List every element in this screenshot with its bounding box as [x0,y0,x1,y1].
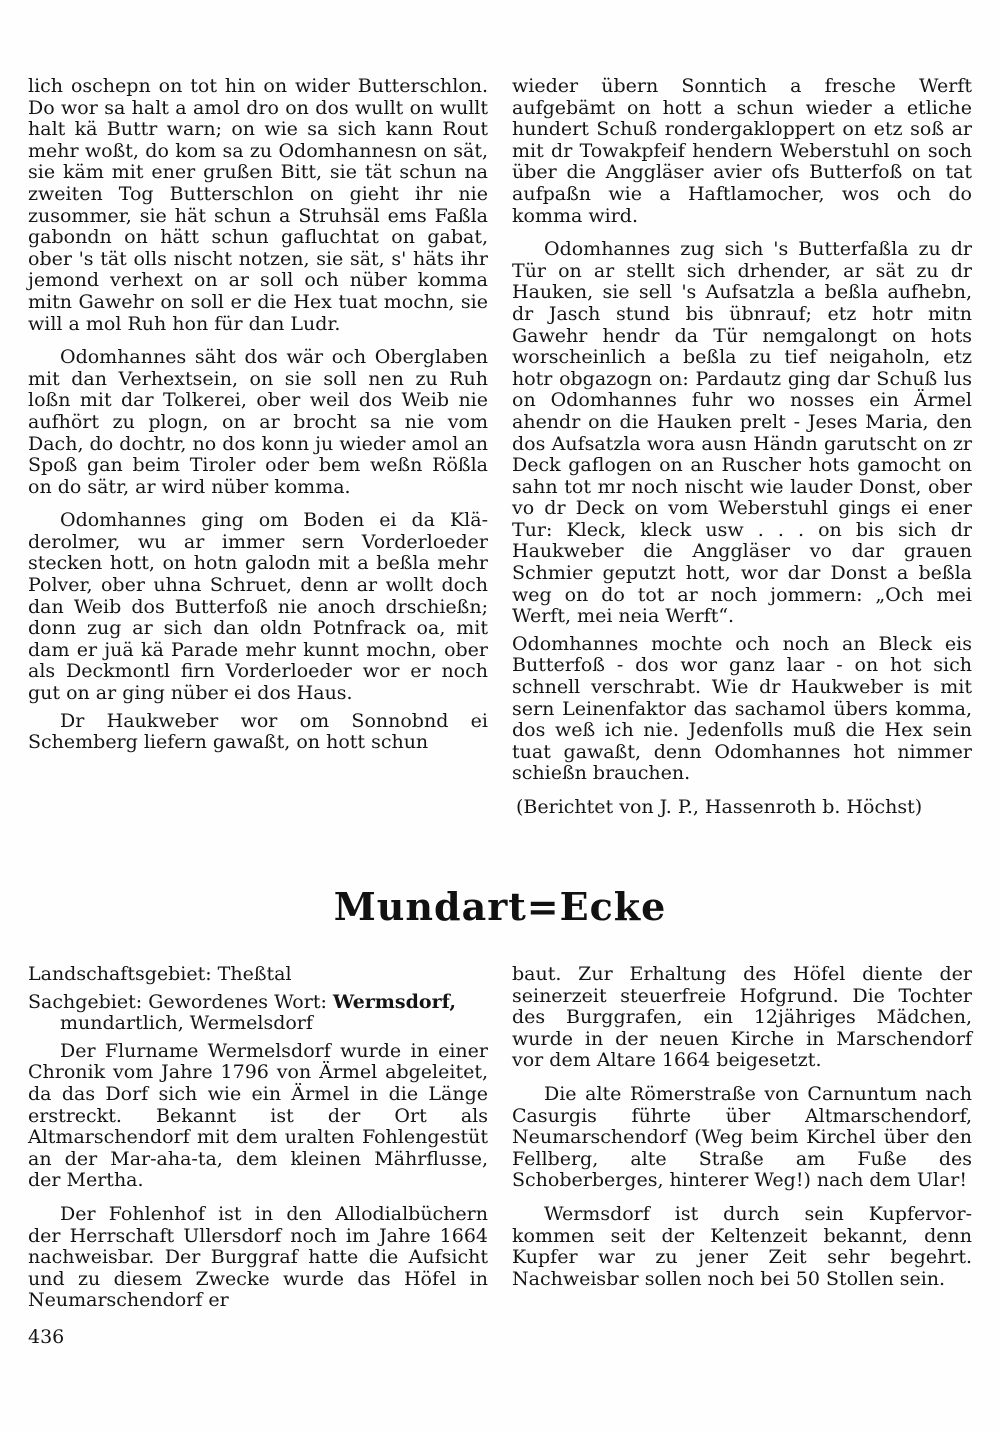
mundart-paragraph: Der Flurname Wermelsdorf wurde in einer Chronik vom Jahre 1796 von Ärmel abgeleitet, da das Dorf sich wie ein Ärmel in die Länge erstreckt. Bekannt ist der Ort als Altmarschendorf mit dem uralten Fohlengestüt an der Mar-aha-ta, dem kleinen Mährflusse, der Mertha. [28,1039,488,1192]
story-paragraph: Odomhannes ging om Boden ei da Kläderolmer, wu ar immer sern Vorderloeder stecken hott, on hotn galodn mit a beßla mehr Polver, ober uhna Schruet, denn ar wollt doch dan Weib dos Butterfoß nie anoch drschießn; donn zug ar sich dan oldn Potnfrack oa, mit dam er juä kä Parade mehr kunnt mochn, ober als Deckmontl firn Vorderloeder wor er noch gut on ar ging nüber ei dos Haus. [28,509,488,705]
mundart-paragraph: Der Fohlenhof ist in den Allodialbüchern der Herrschaft Ullersdorf noch im Jahre 1664 nachweisbar. Der Burggraf hatte die Aufsicht und zu diesem Zwecke wurde das Höfel in Neumarschendorf er [28,1202,488,1312]
landschaftsgebiet-line: Landschaftsgebiet: Theßtal [28,963,292,985]
sachgebiet-word: Wermsdorf, [332,990,456,1013]
mundart-paragraph: baut. Zur Erhaltung des Höfel diente der seinerzeit steuerfreie Hofgrund. Die Tochter des Burggrafen, ein 12jähriges Mädchen, wurde in der neuen Kirche in Marschendorf vor dem Altare 1664 beigesetzt. [512,963,972,1072]
story-paragraph: wieder übern Sonntich a fresche Werft aufgebämt on hott a schun wieder a etliche hundert Schuß rondergakloppert on etz soß ar mit dr Towakpfeif hendern Weberstuhl on soch über die Anggläser avier ofs Butterfoß on tat aufpaßn wie a Haftlamocher, wos och do komma wird. [512,75,972,227]
mundart-paragraph: Wermsdorf ist durch sein Kupfervorkommen seit der Keltenzeit bekannt, denn Kupfer war zu jener Zeit sehr begehrt. Nachweisbar sollen noch bei 50 Stollen sein. [512,1202,972,1290]
story-paragraph: Odomhannes zug sich 's Butterfaßla zu dr Tür on ar stellt sich drhender, ar sät zu dr Hauken, sie sell 's Aufsatzla a beßla aufhebn, dr Jasch stund bis übnrauf; etz hotr mitn Gawehr hendr da Tür nemgalongt on hots worscheinlich a beßla zu tief neigaholn, etz hotr obgazogn on: Pardautz ging dar Schuß lus on Odomhannes fuhr wo nosses ein Ärmel ahendr on die Hauken prelt - Jeses Maria, den dos Aufsatzla wora ausn Händn garutscht on zr Deck gaflogen on an Ruscher hots gamocht on sahn tot mr noch nischt wie lauder Donst, ober vo dr Deck on vom Weberstuhl gings ei ener Tur: Kleck, kleck usw . . . on bis sich dr Haukweber die Anggläser vo dar grauen Schmier geputzt hott, wor dar Donst a beßla weg on do tot ar noch jommern: „Och mei Werft, mei neia Werft“. [512,238,972,628]
story-paragraph: Odomhannes mochte och noch an Bleck eis Butterfoß - dos wor ganz laar - on hot sich schnell verschrabt. Wie dr Haukweber is mit sern Leinenfaktor das sachamol übers komma, dos weß ich nie. Jedenfolls muß die Hex sein tuat gawaßt, denn Odomhannes hot nimmer schießn brauchen. [512,632,972,785]
mundart-column-right [512,964,972,1290]
mundart-column-left [28,964,488,1312]
sachgebiet-line [28,992,488,1035]
story-paragraph: lich oschepn on tot hin on wider Butterschlon. Do wor sa halt a amol dro on dos wullt on wullt halt kä Buttr warn; on wie sa sich kann Rout mehr woßt, do kom sa zu Odomhannesn on sät, sie käm mit ener grußen Bitt, sie tät schun na zweiten Tog Butterschlon on gieht ihr nie zusommer, sie hät schun a Struhsäl ems Faßla gabondn on hätt schun gafluchtat on gabat, ober 's tät olls nischt notzen, sie sät, s' häts ihr jemond verhext on ar soll och nüber komma mitn Gawehr on soll er die Hex tuat mochn, sie will a mol Ruh hon für dan Ludr. [28,75,488,335]
story-column-left [28,76,488,754]
mundart-paragraph: Die alte Römerstraße von Carnuntum nach Casurgis führte über Altmarschendorf, Neumarschendorf (Weg beim Kirchel über den Fellberg, alte Straße am Fuße des Schoberberges, hinterer Weg!) nach dem Ular! [512,1082,972,1192]
sachgebiet-suffix: mundartlich, Wermelsdorf [60,1012,313,1035]
story-paragraph: Odomhannes säht dos wär och Oberglaben mit dan Verhextsein, on sie soll nen zu Ruh loßn mit dar Tolkerei, ober weil dos Weib nie aufhört zu plogn, on ar brocht sa nie vom Dach, do dochtr, no dos konn ju wieder amol an Spoß gan beim Tiroler oder bem weßn Rößla on do sätr, ar wird nüber komma. [28,346,488,498]
sachgebiet-prefix: Sachgebiet: Gewordenes Wort: [28,990,333,1013]
story-source-credit: (Berichtet von J. P., Hassenroth b. Höchst) [516,796,923,818]
story-column-right [512,76,972,819]
section-title: Mundart=Ecke [333,884,667,929]
story-paragraph: Dr Haukweber wor om Sonnobnd ei Schemberg liefern gawaßt, on hott schun [28,709,488,754]
page-number: 436 [28,1326,65,1348]
